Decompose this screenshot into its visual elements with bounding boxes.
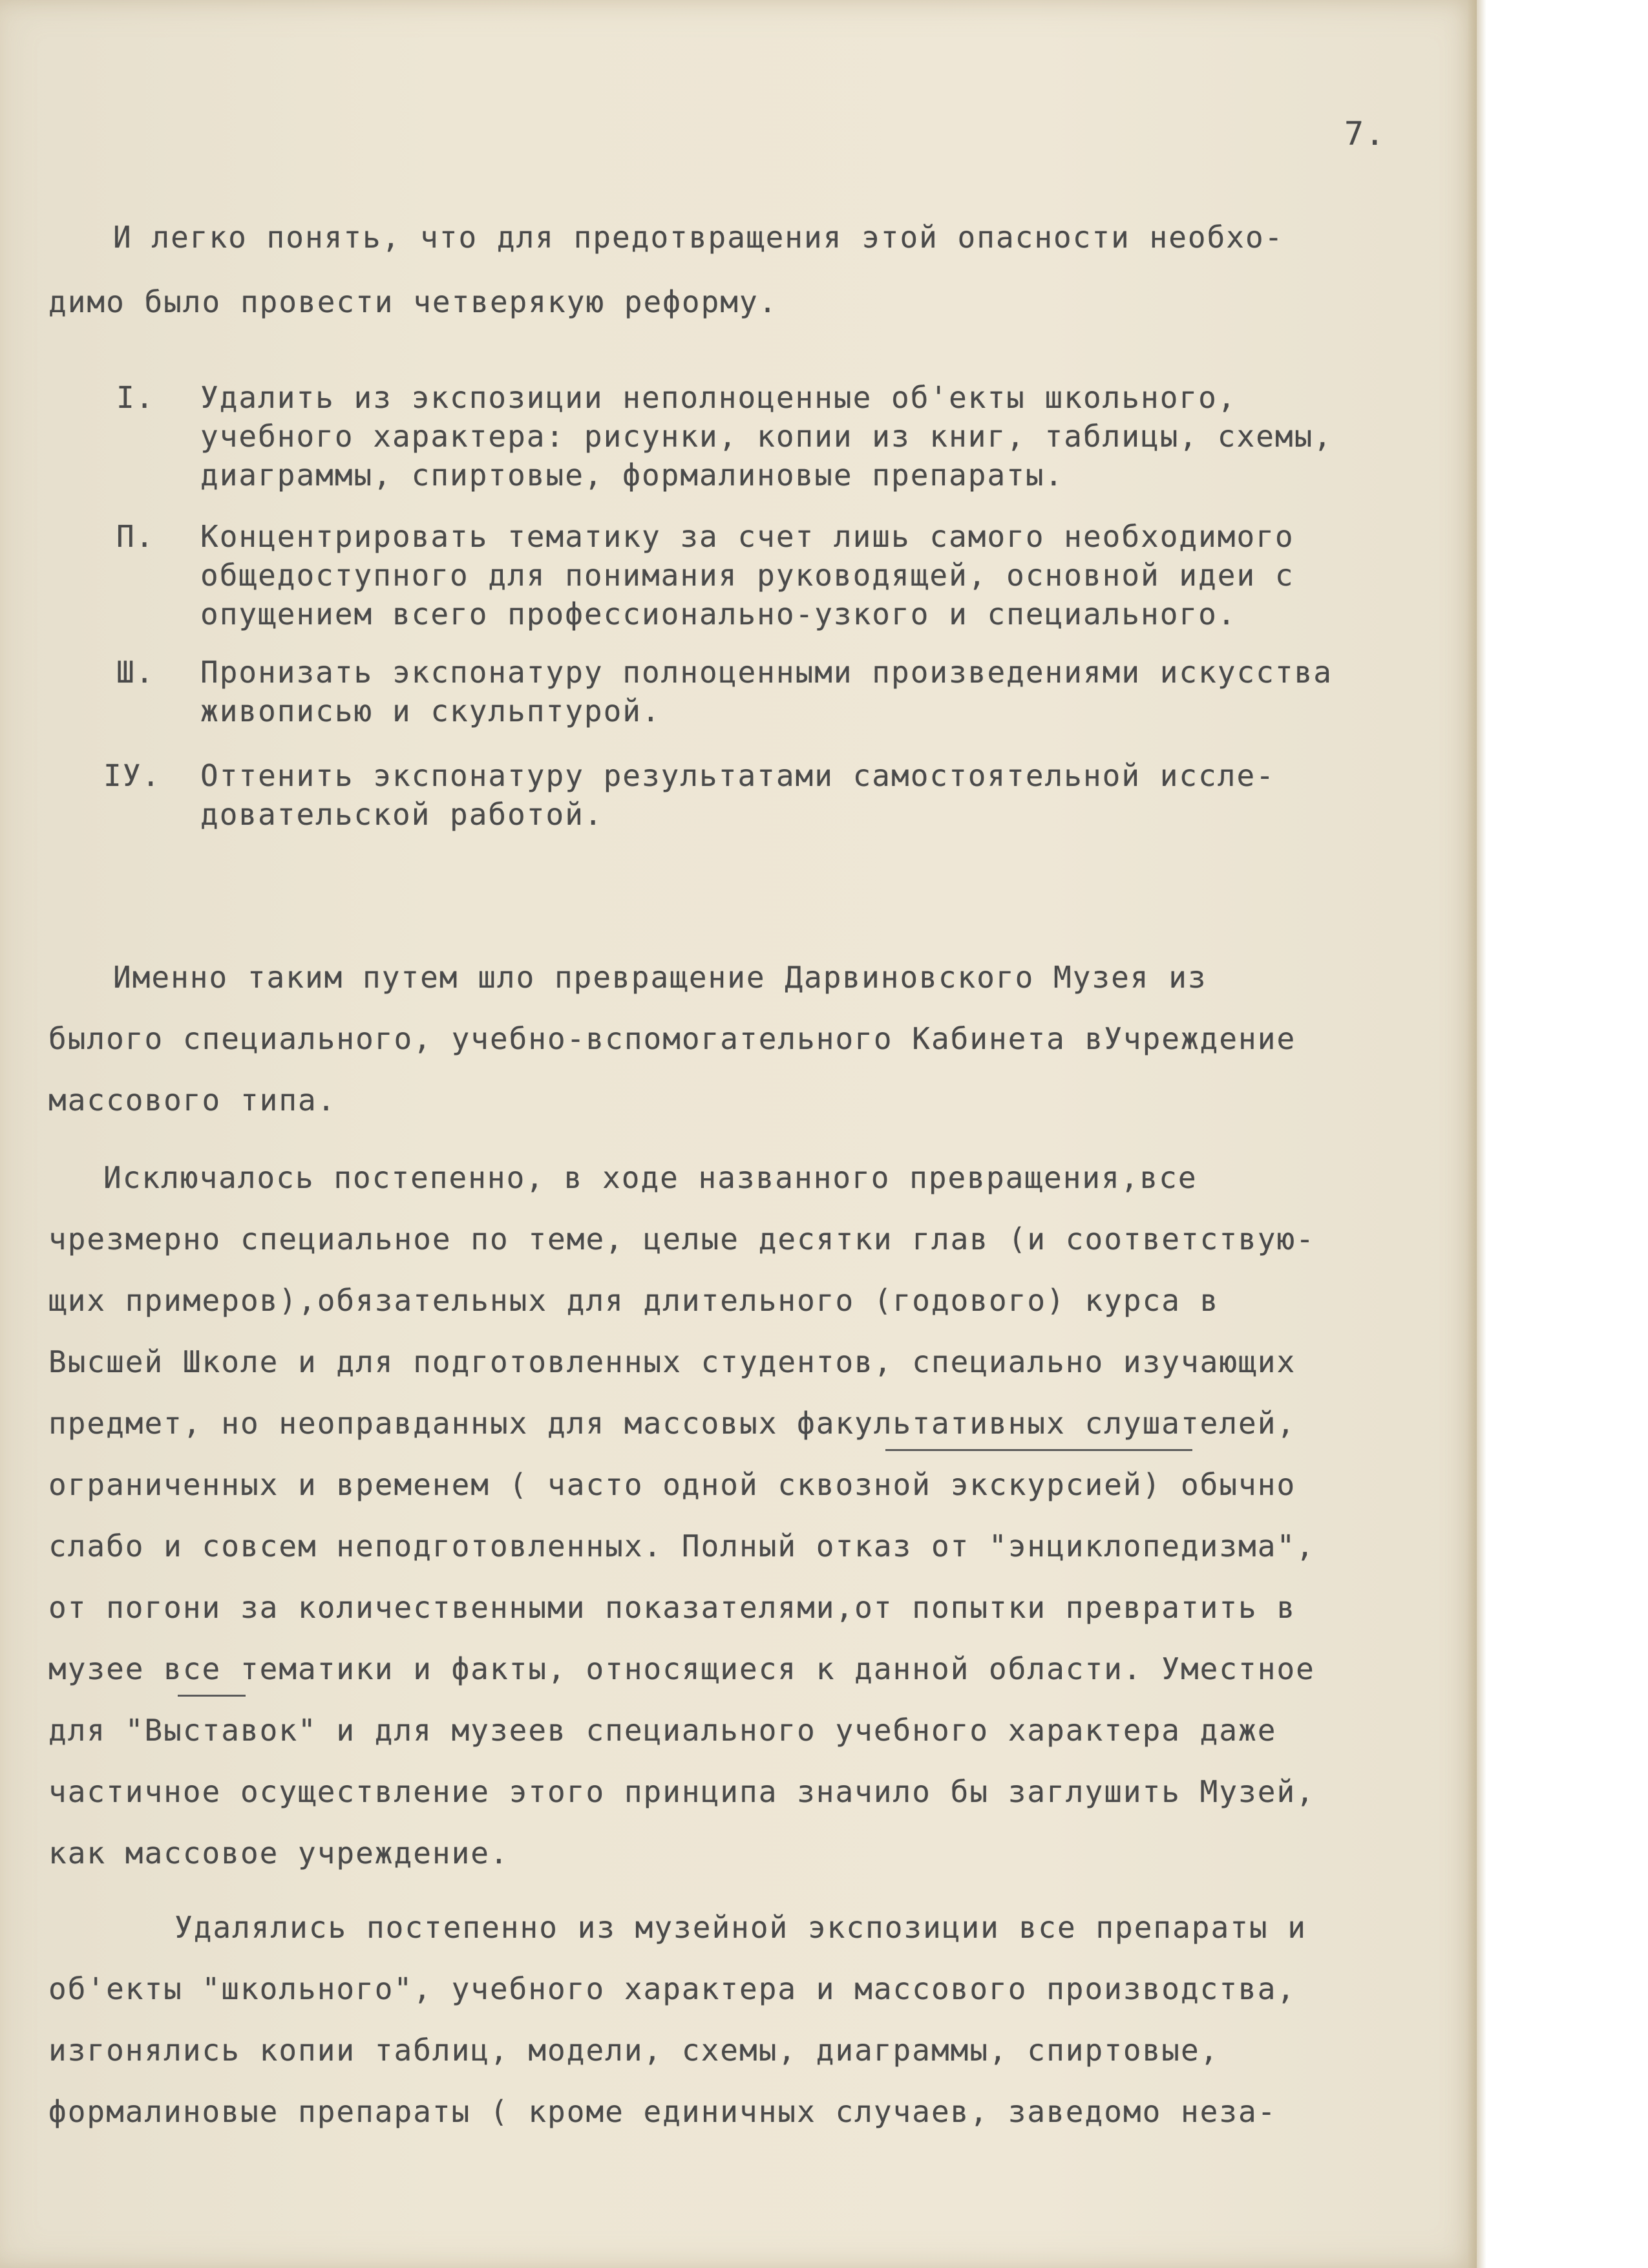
reform-line: довательской работой. (200, 797, 604, 832)
reform-number: IУ. (103, 758, 162, 793)
reform-line: Пронизать экспонатуру полноценными произведениями искусства (200, 655, 1333, 690)
reform-line: Концентрировать тематику за счет лишь самого необходимого (200, 519, 1294, 554)
paragraph-2-line-5: предмет, но неоправданных для массовых факультативных слушателей, (48, 1406, 1296, 1441)
reform-number: I. (116, 380, 155, 415)
paragraph-3-line-1: Удалялись постепенно из музейной экспозиции все препараты и (174, 1910, 1307, 1945)
reform-line: диаграммы, спиртовые, формалиновые препараты. (200, 458, 1064, 493)
reform-line: опущением всего профессионально-узкого и специального. (200, 597, 1237, 631)
reform-number: П. (116, 519, 155, 554)
reform-line: живописью и скульптурой. (200, 694, 661, 728)
paragraph-2-line-2: чрезмерно специальное по теме, целые десятки глав (и соответствую- (48, 1222, 1315, 1256)
paragraph-2-line-11: частичное осуществление этого принципа значило бы заглушить Музей, (48, 1774, 1315, 1809)
reform-line: общедоступного для понимания руководящей, основной идеи с (200, 558, 1294, 593)
paragraph-2-line-7: слабо и совсем неподготовленных. Полный отказ от "энциклопедизма", (48, 1529, 1315, 1563)
paragraph-2-line-9: музее все тематики и факты, относящиеся к данной области. Уместное (48, 1651, 1315, 1686)
paragraph-2-line-6: ограниченных и временем ( часто одной сквозной экскурсией) обычно (48, 1467, 1296, 1502)
reform-item-4 (103, 756, 1275, 950)
paragraph-2-line-3: щих примеров),обязательных для длительного (годового) курса в (48, 1283, 1220, 1318)
paragraph-2-line-1: Исключалось постепенно, в ходе названного превращения,все (103, 1160, 1198, 1195)
paper-edge-shadow (1467, 0, 1486, 2268)
paragraph-3-line-3: изгонялись копии таблиц, модели, схемы, диаграммы, спиртовые, (48, 2033, 1220, 2068)
underline-mark (178, 1695, 246, 1697)
paragraph-3-line-4: формалиновые препараты ( кроме единичных случаев, заведомо неза- (48, 2094, 1277, 2129)
underline-mark (885, 1449, 1192, 1451)
paragraph-3-line-2: об'екты "школьного", учебного характера и массового производства, (48, 1971, 1296, 2006)
intro-line-2: димо было провести четверякую реформу. (48, 284, 778, 319)
paragraph-2-line-8: от погони за количественными показателями,от попытки превратить в (48, 1590, 1296, 1625)
intro-line-1: И легко понять, что для предотвращения этой опасности необхо- (113, 220, 1284, 255)
reform-line: Удалить из экспозиции неполноценные об'екты школьного, (200, 380, 1237, 415)
page-number: 7. (1344, 115, 1386, 153)
reform-line: Оттенить экспонатуру результатами самостоятельной иссле- (200, 758, 1275, 793)
paragraph-2-line-4: Высшей Школе и для подготовленных студентов, специально изучающих (48, 1344, 1296, 1379)
reform-line: учебного характера: рисунки, копии из книг, таблицы, схемы, (200, 419, 1333, 454)
paragraph-2-line-10: для "Выставок" и для музеев специального учебного характера даже (48, 1713, 1277, 1748)
reform-number: Ш. (116, 655, 155, 690)
paragraph-2-line-12: как массовое учреждение. (48, 1836, 509, 1871)
paragraph-1-line-1: Именно таким путем шло превращение Дарвиновского Музея из (113, 960, 1207, 995)
paragraph-1-line-2: былого специального, учебно-вспомогательного Кабинета вУчреждение (48, 1021, 1296, 1056)
paragraph-1-line-3: массового типа. (48, 1083, 337, 1118)
